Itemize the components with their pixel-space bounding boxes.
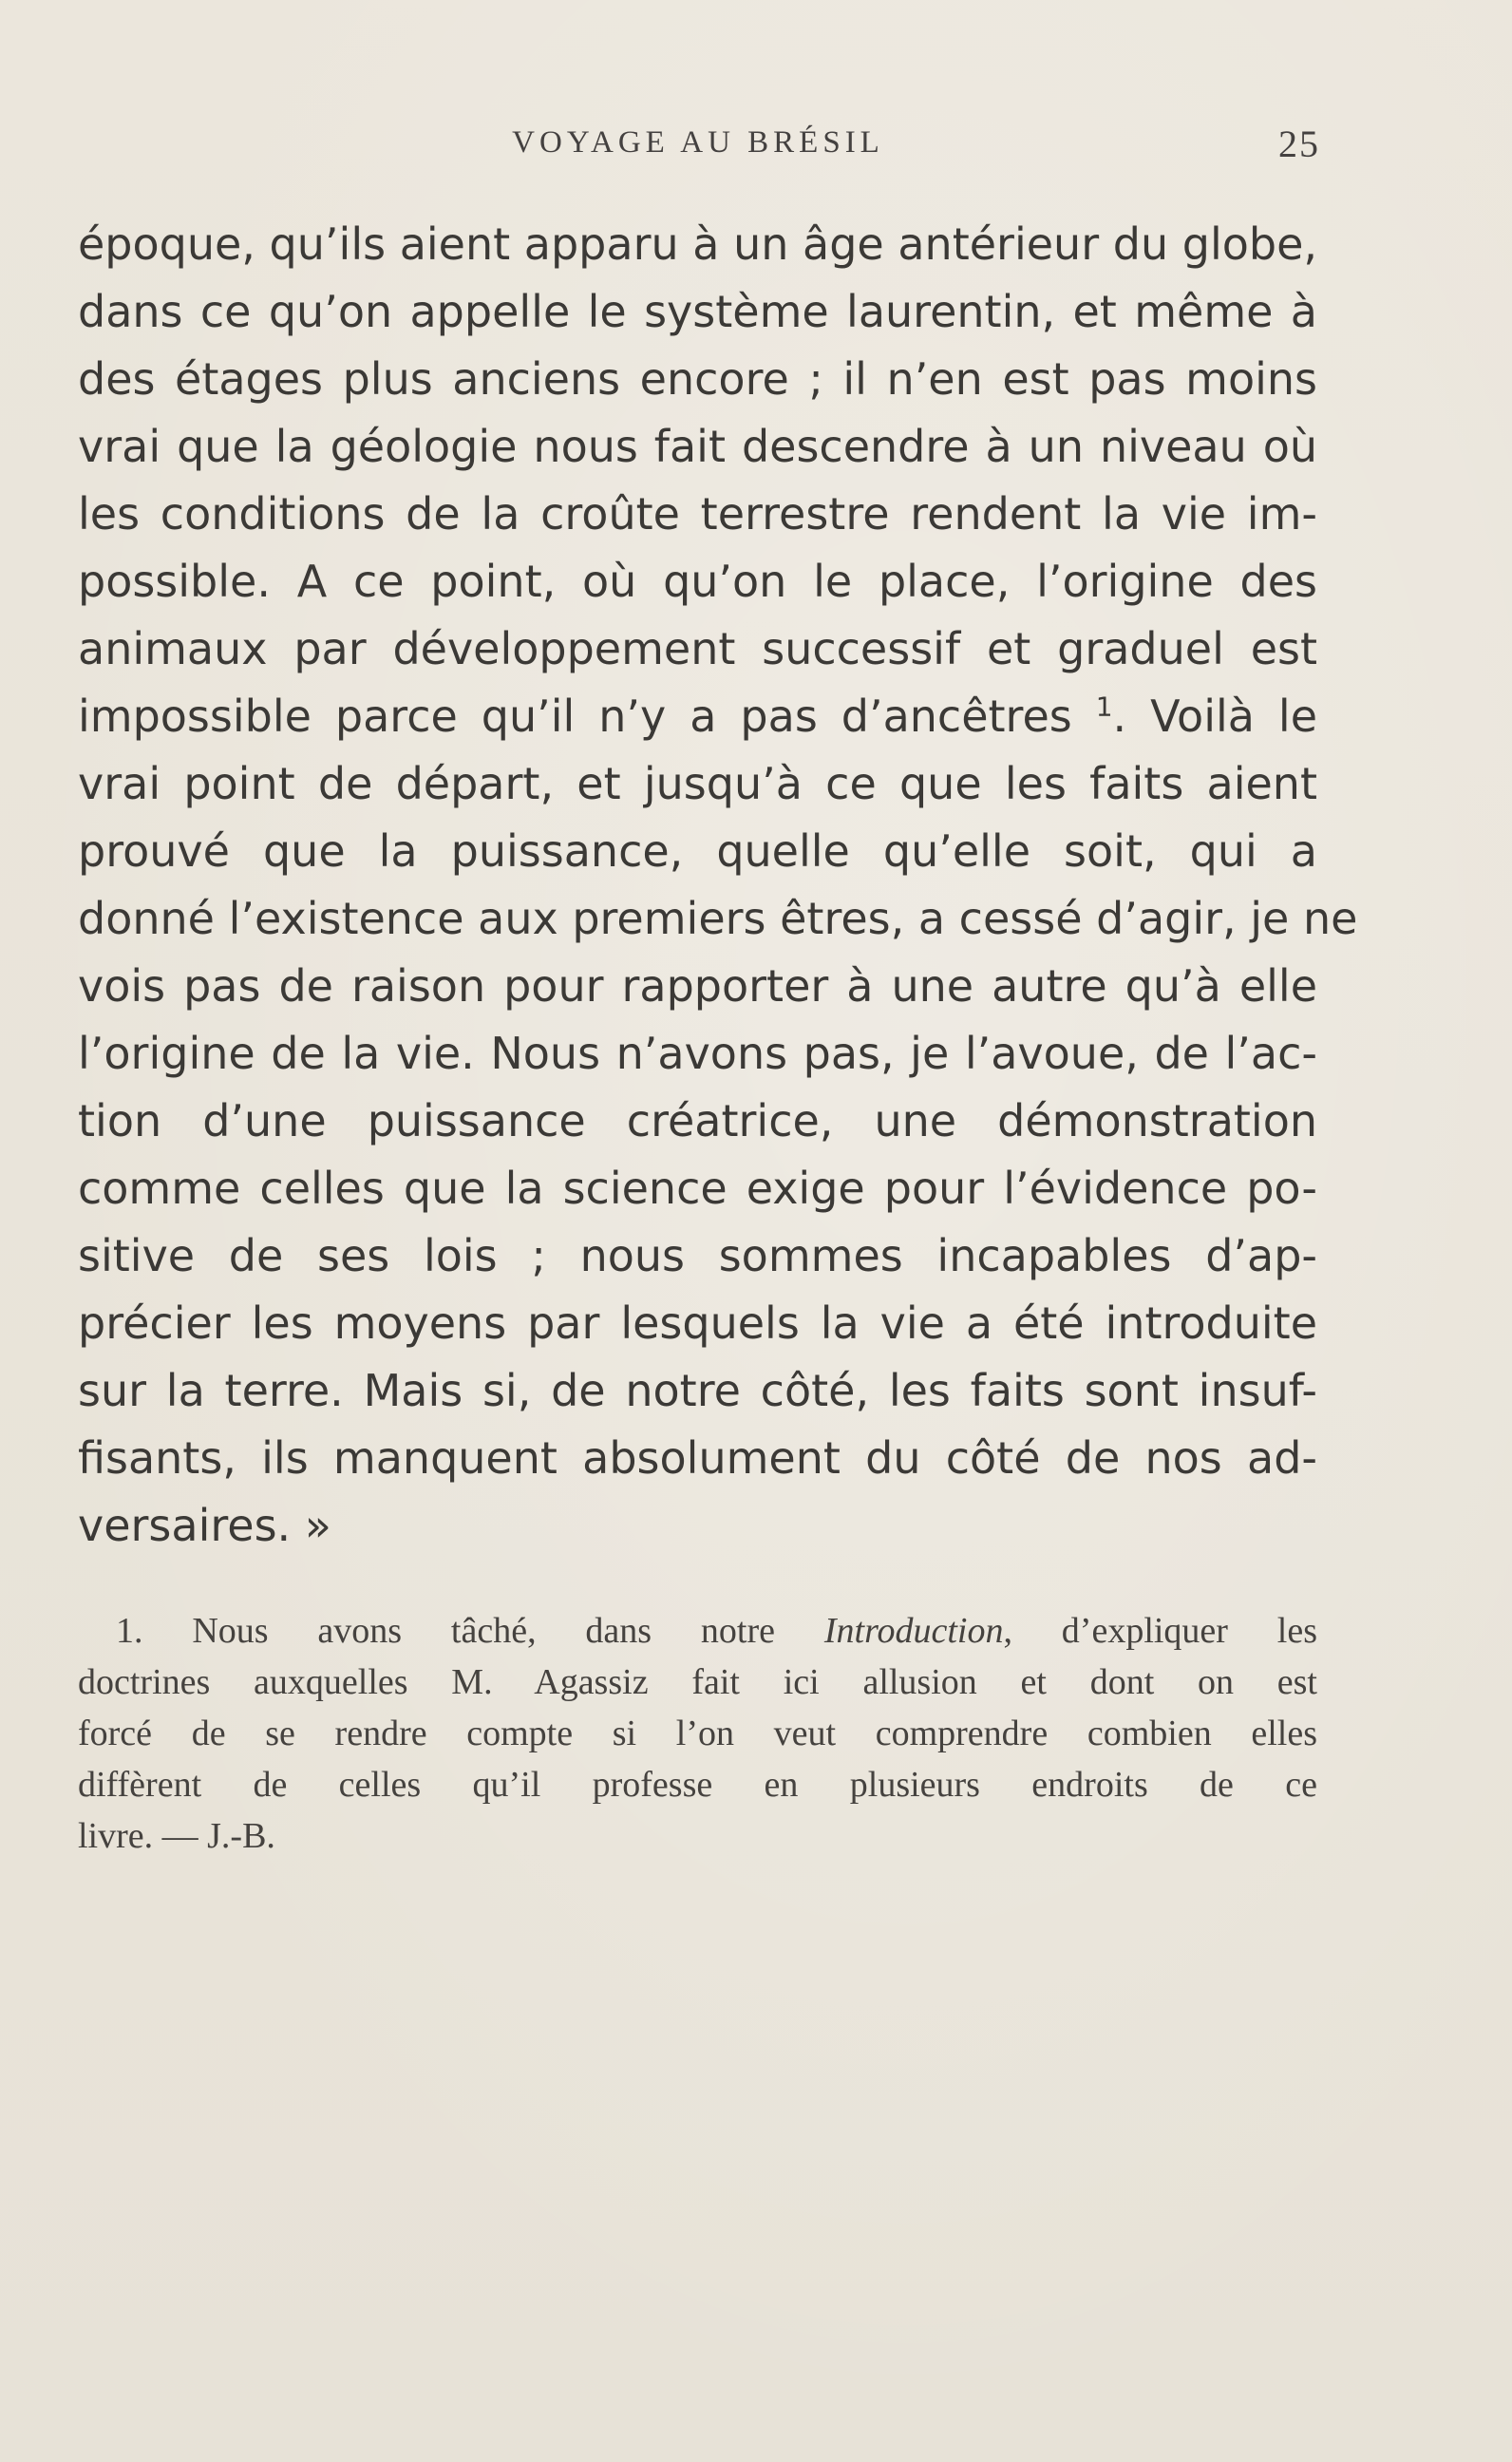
text-line: prouvé que la puissance, quelle qu’elle soit, qui a — [78, 825, 1317, 877]
text-segment: impossible parce qu’il n’y a pas d’ancêtres — [78, 691, 1072, 742]
text-line: vrai point de départ, et jusqu’à ce que les faits aient — [78, 758, 1317, 809]
page-number: 25 — [1278, 123, 1320, 165]
footnote-italic-title: Introduction — [823, 1611, 1004, 1651]
footnote-text: 1. Nous avons tâché, dans notre — [116, 1611, 776, 1651]
running-title: VOYAGE AU BRÉSIL — [512, 125, 884, 160]
text-line: vois pas de raison pour rapporter à une autre qu’à elle — [78, 960, 1317, 1012]
body-text — [78, 211, 1358, 1560]
text-line: sur la terre. Mais si, de notre côté, les faits sont insuf- — [78, 1365, 1317, 1416]
text-line: animaux par développement successif et graduel est — [78, 623, 1317, 674]
text-line: tion d’une puissance créatrice, une démonstration — [78, 1095, 1317, 1146]
footnote-line: doctrines auxquelles M. Agassiz fait ici allusion et dont on est — [78, 1662, 1317, 1702]
text-segment: . Voilà le — [1112, 691, 1317, 742]
text-line: dans ce qu’on appelle le système laurentin, et même à — [78, 286, 1317, 337]
text-line: fisants, ils manquent absolument du côté de nos ad- — [78, 1432, 1317, 1484]
text-line: précier les moyens par lesquels la vie a été introduite — [78, 1297, 1317, 1349]
text-line: l’origine de la vie. Nous n’avons pas, je l’avoue, de l’ac- — [78, 1028, 1317, 1079]
text-line: des étages plus anciens encore ; il n’en est pas moins — [78, 353, 1317, 405]
text-line: sitive de ses lois ; nous sommes incapables d’ap- — [78, 1230, 1317, 1281]
text-line: donné l’existence aux premiers êtres, a cessé d’agir, je ne — [78, 893, 1358, 944]
text-line-with-footnote-ref — [78, 683, 1317, 750]
footnote-reference[interactable]: 1 — [1095, 691, 1113, 723]
footnote-text: , d’expliquer les — [1003, 1611, 1318, 1651]
footnote-line: diffèrent de celles qu’il professe en plusieurs endroits de ce — [78, 1765, 1317, 1805]
text-line: les conditions de la croûte terrestre rendent la vie im- — [78, 488, 1317, 540]
text-line: vrai que la géologie nous fait descendre à un niveau où — [78, 421, 1317, 472]
text-line: comme celles que la science exige pour l’évidence po- — [78, 1163, 1317, 1214]
footnote — [78, 1605, 1317, 1862]
text-line: versaires. » — [78, 1500, 331, 1551]
text-line: possible. A ce point, où qu’on le place, l’origine des — [78, 556, 1317, 607]
footnote-line: forcé de se rendre compte si l’on veut comprendre combien elles — [78, 1714, 1317, 1753]
footnote-line: livre. — J.-B. — [78, 1816, 275, 1856]
page-header — [76, 122, 1320, 179]
text-line: époque, qu’ils aient apparu à un âge antérieur du globe, — [78, 218, 1317, 270]
footnote-line — [78, 1605, 1317, 1657]
